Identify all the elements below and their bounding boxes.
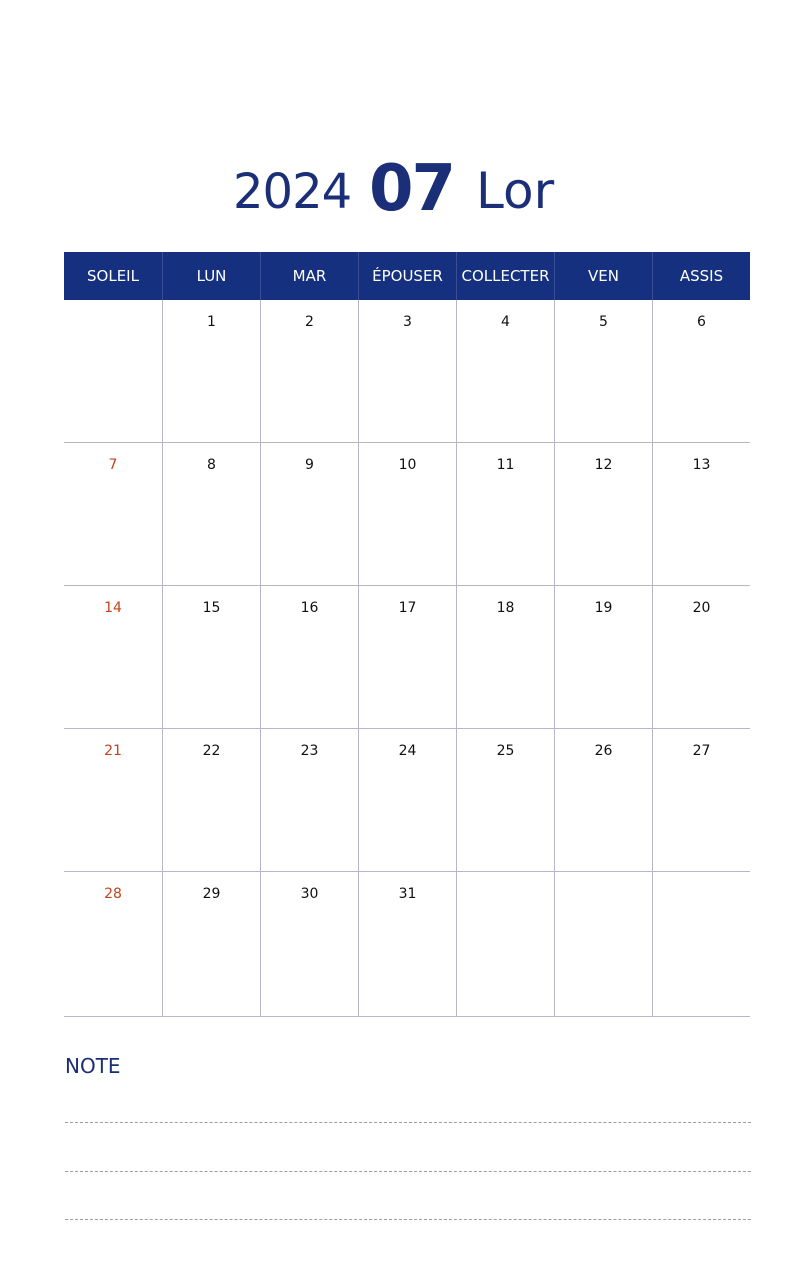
day-cell: [652, 872, 750, 1016]
day-cell: 16: [260, 586, 358, 728]
calendar-title: [0, 150, 811, 230]
day-cell: 3: [358, 300, 456, 442]
week-row: [64, 729, 750, 872]
day-cell: 26: [554, 729, 652, 871]
day-cell: 9: [260, 443, 358, 585]
day-cell: 30: [260, 872, 358, 1016]
note-line: [65, 1219, 751, 1220]
day-cell: 1: [162, 300, 260, 442]
weekday-monday: LUN: [162, 252, 260, 300]
note-line: [65, 1122, 751, 1123]
week-row: [64, 586, 750, 729]
day-cell: 25: [456, 729, 554, 871]
day-cell: 23: [260, 729, 358, 871]
weekday-header: [64, 252, 750, 300]
month-name: Lor: [476, 162, 555, 220]
week-row: [64, 872, 750, 1017]
day-cell: 2: [260, 300, 358, 442]
day-cell: 29: [162, 872, 260, 1016]
day-cell: 21: [104, 743, 122, 759]
calendar-grid: [64, 252, 750, 1017]
weekday-saturday: ASSIS: [652, 252, 750, 300]
weekday-friday: VEN: [554, 252, 652, 300]
day-cell: 10: [358, 443, 456, 585]
day-cell: 22: [162, 729, 260, 871]
weekday-sunday: SOLEIL: [87, 267, 139, 285]
day-cell: 24: [358, 729, 456, 871]
day-cell: 18: [456, 586, 554, 728]
note-line: [65, 1171, 751, 1172]
weekday-wednesday: ÉPOUSER: [358, 252, 456, 300]
day-cell: 11: [456, 443, 554, 585]
week-row: [64, 300, 750, 443]
day-grid: [64, 300, 750, 1017]
day-cell: 28: [104, 886, 122, 902]
day-cell: 5: [554, 300, 652, 442]
day-cell: 20: [652, 586, 750, 728]
note-label: NOTE: [65, 1054, 121, 1078]
day-cell: 17: [358, 586, 456, 728]
day-cell: 27: [652, 729, 750, 871]
month-number: 07: [369, 152, 455, 226]
day-cell: 12: [554, 443, 652, 585]
weekday-thursday: COLLECTER: [456, 252, 554, 300]
day-cell: [554, 872, 652, 1016]
day-cell: [456, 872, 554, 1016]
weekday-tuesday: MAR: [260, 252, 358, 300]
day-cell: 19: [554, 586, 652, 728]
day-cell: 7: [108, 457, 118, 473]
day-cell: 31: [358, 872, 456, 1016]
day-cell: 13: [652, 443, 750, 585]
day-cell: [64, 300, 162, 442]
year-label: 2024: [233, 164, 352, 220]
day-cell: 4: [456, 300, 554, 442]
day-cell: 14: [104, 600, 122, 616]
day-cell: 6: [652, 300, 750, 442]
day-cell: 15: [162, 586, 260, 728]
week-row: [64, 443, 750, 586]
day-cell: 8: [162, 443, 260, 585]
